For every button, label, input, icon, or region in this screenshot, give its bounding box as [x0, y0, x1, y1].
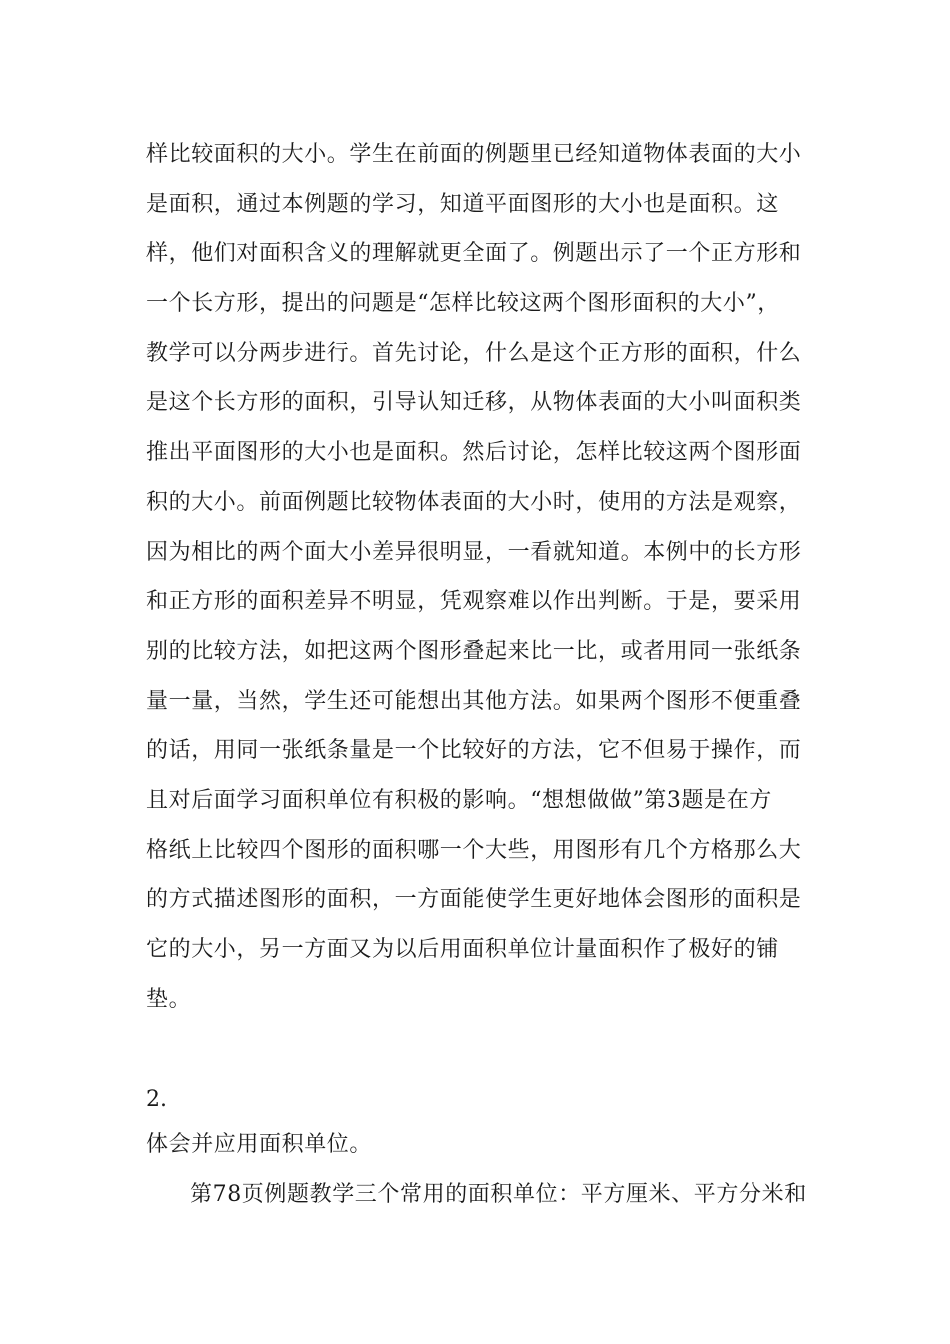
section-title: 体会并应用面积单位。 [146, 1132, 373, 1157]
paragraph-line: 的话，用同一张纸条量是一个比较好的方法，它不但易于操作，而 [146, 738, 802, 764]
paragraph-line: 垫。 [146, 986, 192, 1012]
paragraph-line: 一个长方形，提出的问题是“怎样比较这两个图形面积的大小”， [146, 291, 780, 317]
paragraph-line: 的方式描述图形的面积，一方面能使学生更好地体会图形的面积是 [146, 887, 802, 913]
paragraph-line: 积的大小。前面例题比较物体表面的大小时，使用的方法是观察， [146, 489, 802, 515]
paragraph-line: 它的大小，另一方面又为以后用面积单位计量面积作了极好的铺 [146, 937, 779, 962]
paragraph-line: 是面积，通过本例题的学习，知道平面图形的大小也是面积。这 [146, 191, 779, 217]
paragraph-line: 教学可以分两步进行。首先讨论，什么是这个正方形的面积，什么 [146, 340, 802, 366]
body-paragraph [146, 130, 816, 1024]
paragraph-line: 推出平面图形的大小也是面积。然后讨论，怎样比较这两个图形面 [146, 440, 802, 466]
paragraph-line: 且对后面学习面积单位有积极的影响。“想想做做”第3题是在方 [146, 787, 772, 813]
paragraph-line: 样，他们对面积含义的理解就更全面了。例题出示了一个正方形和 [146, 241, 802, 267]
section-number: 2. [146, 1087, 167, 1112]
paragraph-line: 因为相比的两个面大小差异很明显，一看就知道。本例中的长方形 [146, 539, 802, 565]
paragraph-line: 别的比较方法，如把这两个图形叠起来比一比，或者用同一张纸条 [146, 638, 802, 664]
paragraph-line: 是这个长方形的面积，引导认知迁移，从物体表面的大小叫面积类 [146, 390, 802, 416]
paragraph-line: 格纸上比较四个图形的面积哪一个大些，用图形有几个方格那么大 [146, 837, 802, 863]
next-paragraph-first-line: 第78页例题教学三个常用的面积单位：平方厘米、平方分米和 [190, 1182, 807, 1207]
paragraph-line: 样比较面积的大小。学生在前面的例题里已经知道物体表面的大小 [146, 142, 802, 167]
paragraph-line: 和正方形的面积差异不明显，凭观察难以作出判断。于是，要采用 [146, 589, 802, 615]
paragraph-line: 量一量，当然，学生还可能想出其他方法。如果两个图形不便重叠 [146, 688, 802, 714]
